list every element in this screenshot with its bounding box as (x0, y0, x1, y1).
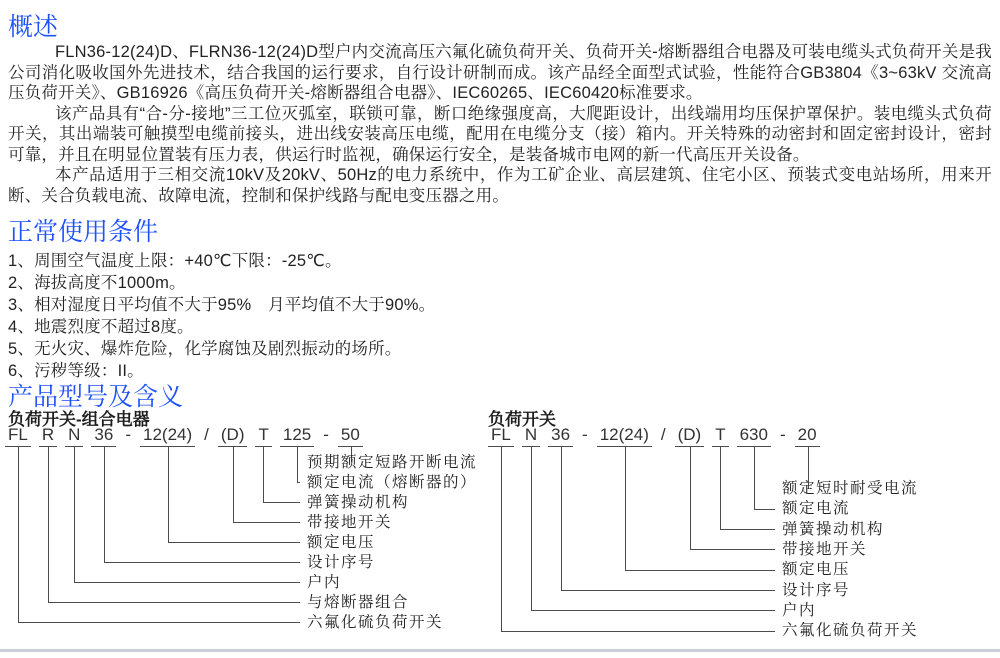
diagram-title-switch-fuse-combination: 负荷开关-组合电器 (8, 410, 150, 429)
model-segment-label: 户内 (307, 573, 342, 591)
model-connector-horizontal (74, 582, 300, 583)
condition-item: 4、地震烈度不超过8度。 (8, 318, 194, 336)
model-segment-label: 额定电压 (782, 561, 851, 579)
model-segment: 50 (338, 425, 363, 447)
model-segment: T (712, 425, 728, 447)
model-connector-vertical (625, 447, 626, 570)
model-separator: / (204, 425, 209, 444)
model-segment-label: 户内 (782, 601, 817, 619)
model-connector-horizontal (233, 522, 300, 523)
model-segment: FL (488, 425, 514, 447)
model-connector-vertical (18, 447, 19, 622)
model-segment: N (65, 425, 83, 447)
model-connector-vertical (48, 447, 49, 602)
model-connector-vertical (754, 447, 755, 509)
model-separator: / (660, 425, 666, 444)
condition-item: 1、周围空气温度上限：+40℃下限：-25℃。 (8, 252, 342, 270)
model-connector-horizontal (18, 622, 300, 623)
model-segment-label: 额定电压 (307, 533, 376, 551)
model-code-row (488, 425, 820, 447)
model-connector-horizontal (720, 529, 775, 530)
model-segment-label: 额定电流 (782, 500, 851, 518)
model-segment-label: 设计序号 (782, 581, 851, 599)
overview-paragraph: 本产品适用于三相交流10kV及20kV、50Hz的电力系统中，作为工矿企业、高层建筑、住宅小区、预装式变电站场所，用来开断、关合负载电流、故障电流，控制和保护线路与配电变压器之用。 (8, 166, 992, 205)
conditions-heading: 正常使用条件 (8, 218, 159, 246)
model-connector-vertical (720, 447, 721, 529)
model-segment-label: 弹簧操动机构 (782, 520, 885, 538)
model-segment: FL (5, 425, 31, 447)
diagram-title-load-switch: 负荷开关 (488, 410, 556, 429)
model-segment: 12(24) (140, 425, 195, 447)
model-segment-label: 带接地开关 (782, 540, 868, 558)
condition-item: 6、污秽等级：II。 (8, 362, 144, 380)
condition-item: 3、相对湿度日平均值不大于95% 月平均值不大于90%。 (8, 296, 436, 314)
model-segment: 12(24) (597, 425, 652, 447)
model-segment: 36 (548, 425, 573, 447)
model-connector-vertical (561, 447, 562, 590)
model-segment: (D) (675, 425, 705, 447)
model-connector-horizontal (625, 570, 776, 571)
model-segment: R (39, 425, 57, 447)
model-segment: N (522, 425, 540, 447)
model-segment: (D) (218, 425, 248, 447)
model-connector-vertical (104, 447, 105, 562)
model-segment-label: 额定短时耐受电流 (782, 480, 919, 497)
condition-item: 2、海拔高度不1000m。 (8, 274, 186, 292)
model-segment: T (255, 425, 271, 447)
model-segment-label: 六氟化硫负荷开关 (307, 613, 444, 631)
footer-divider (0, 649, 1000, 652)
model-segment-label: 额定电流（熔断器的） (307, 473, 478, 491)
model-connector-horizontal (104, 562, 301, 563)
models-heading: 产品型号及含义 (8, 383, 184, 411)
model-connector-horizontal (561, 590, 776, 591)
model-connector-vertical (263, 447, 264, 502)
model-separator: - (323, 425, 329, 444)
model-segment-label: 六氟化硫负荷开关 (782, 622, 919, 640)
model-connector-horizontal (531, 610, 775, 611)
model-connector-vertical (74, 447, 75, 582)
model-segment-label: 设计序号 (307, 553, 376, 571)
model-segment-label: 预期额定短路开断电流 (307, 453, 478, 471)
model-connector-vertical (297, 447, 298, 482)
model-connector-horizontal (690, 549, 775, 550)
model-connector-horizontal (754, 509, 775, 510)
model-segment: 630 (737, 425, 771, 447)
overview-paragraph: 该产品具有“合-分-接地”三工位灭弧室，联锁可靠，断口绝缘强度高，大爬距设计，出线端用均压保护罩保护。装电缆头式负荷开关，其出端装可触摸型电缆前接头，进出线安装高压电缆，配用在电缆分支（接）箱内。开关特殊的动密封和固定密封设计，密封可靠，并且在明显位置装有压力表，供运行时监视，确保运行安全，是装备城市电网的新一代高压开关设备。 (8, 104, 992, 164)
model-segment: 20 (795, 425, 820, 447)
model-separator: - (582, 425, 588, 444)
model-segment-label: 带接地开关 (307, 513, 393, 531)
model-connector-horizontal (48, 602, 300, 603)
overview-paragraph: FLN36-12(24)D、FLRN36-12(24)D型户内交流高压六氟化硫负荷开关、负荷开关-熔断器组合电器及可装电缆头式负荷开关是我公司消化吸收国外先进技术，结合我国的运行要求，自行设计研制而成。该产品经全面型式试验，性能符合GB3804《3~63kV 交流高压负荷开关》、GB16926《高压负荷开关-熔断器组合电器》、IEC60265、IEC60420标准要求。 (8, 43, 992, 102)
model-connector-vertical (233, 447, 234, 522)
model-separator: - (125, 425, 131, 444)
model-code-row (5, 425, 363, 447)
model-segment: 125 (280, 425, 314, 447)
model-segment-label: 弹簧操动机构 (307, 493, 410, 511)
model-separator: - (779, 425, 786, 444)
condition-item: 5、无火灾、爆炸危险，化学腐蚀及剧烈振动的场所。 (8, 340, 402, 358)
model-connector-horizontal (263, 502, 300, 503)
model-connector-horizontal (297, 482, 300, 483)
overview-heading: 概述 (8, 13, 59, 41)
model-connector-vertical (168, 447, 169, 542)
model-connector-horizontal (168, 542, 301, 543)
model-connector-vertical (690, 447, 691, 549)
model-connector-vertical (501, 447, 502, 631)
model-connector-vertical (531, 447, 532, 610)
model-diagrams (0, 403, 1000, 650)
model-segment: 36 (91, 425, 116, 447)
model-connector-horizontal (501, 631, 775, 632)
model-segment-label: 与熔断器组合 (307, 593, 410, 611)
conditions-list (8, 250, 1000, 382)
